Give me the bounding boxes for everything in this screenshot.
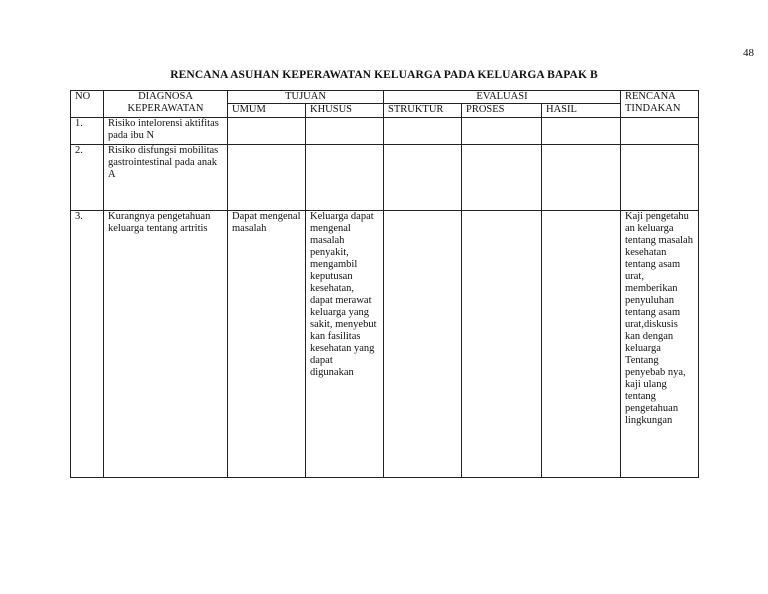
cell-struktur	[384, 145, 462, 211]
cell-hasil	[542, 211, 621, 478]
cell-no: 3.	[71, 211, 104, 478]
cell-struktur	[384, 118, 462, 145]
cell-rencana	[621, 145, 699, 211]
header-no: NO	[71, 91, 104, 118]
cell-khusus	[306, 145, 384, 211]
cell-umum: Dapat mengenal masalah	[228, 211, 306, 478]
cell-umum	[228, 118, 306, 145]
cell-proses	[462, 118, 542, 145]
cell-diagnosa: Risiko disfungsi mobilitas gastrointestinal pada anak A	[104, 145, 228, 211]
table-row	[71, 211, 699, 478]
header-khusus: KHUSUS	[306, 104, 384, 118]
document-title: RENCANA ASUHAN KEPERAWATAN KELUARGA PADA KELUARGA BAPAK B	[170, 69, 598, 81]
cell-diagnosa: Risiko intelorensi aktifitas pada ibu N	[104, 118, 228, 145]
header-umum: UMUM	[228, 104, 306, 118]
header-diagnosa: DIAGNOSA KEPERAWATAN	[104, 91, 228, 118]
cell-struktur	[384, 211, 462, 478]
care-plan-table	[70, 90, 699, 478]
header-proses: PROSES	[462, 104, 542, 118]
page-number: 48	[743, 47, 754, 59]
header-struktur: STRUKTUR	[384, 104, 462, 118]
cell-khusus	[306, 118, 384, 145]
cell-khusus: Keluarga dapat mengenal masalah penyakit, mengambil keputusan kesehatan, dapat merawat keluarga yang sakit, menyebut kan fasilitas kesehatan yang dapat digunakan	[306, 211, 384, 478]
table-row	[71, 118, 699, 145]
cell-hasil	[542, 145, 621, 211]
cell-rencana: Kaji pengetahu an keluarga tentang masalah kesehatan tentang asam urat, memberikan penyuluhan tentang asam urat,diskusis kan dengan keluarga Tentang penyebab nya, kaji ulang tentang pengetahuan lingkungan	[621, 211, 699, 478]
cell-diagnosa: Kurangnya pengetahuan keluarga tentang artritis	[104, 211, 228, 478]
cell-umum	[228, 145, 306, 211]
cell-rencana	[621, 118, 699, 145]
table-row	[71, 145, 699, 211]
cell-proses	[462, 145, 542, 211]
cell-proses	[462, 211, 542, 478]
header-evaluasi: EVALUASI	[384, 91, 621, 104]
cell-no: 2.	[71, 145, 104, 211]
header-rencana: RENCANA TINDAKAN	[621, 91, 699, 118]
header-hasil: HASIL	[542, 104, 621, 118]
header-tujuan: TUJUAN	[228, 91, 384, 104]
cell-no: 1.	[71, 118, 104, 145]
cell-hasil	[542, 118, 621, 145]
